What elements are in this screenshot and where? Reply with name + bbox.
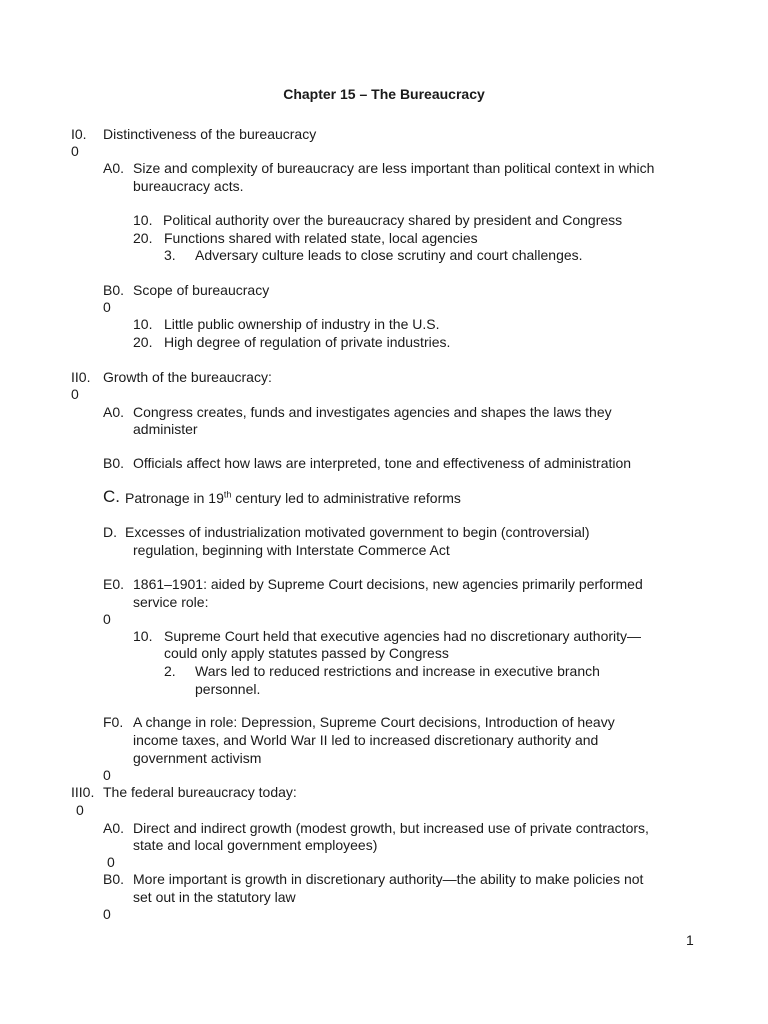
- ii-b-label: B0.: [103, 455, 125, 471]
- ii-e-item-line2: could only apply statutes passed by Congress: [164, 645, 449, 661]
- ii-f-label: F0.: [103, 714, 124, 730]
- ii-c-sup: th: [223, 489, 232, 500]
- section-iii-heading: The federal bureaucracy today:: [103, 784, 297, 800]
- iii-b-label: B0.: [103, 871, 125, 887]
- ii-a-line1: Congress creates, funds and investigates agencies and shapes the laws they: [133, 404, 612, 420]
- ii-f-line2: income taxes, and World War II led to increased discretionary authority and: [133, 732, 599, 748]
- iii-a-line1: Direct and indirect growth (modest growth, but increased use of private contractors,: [133, 820, 649, 836]
- i-b-label: B0.: [103, 282, 125, 298]
- ii-e-item-label: 10.: [133, 628, 153, 644]
- i-b-item-2-label: 20.: [133, 334, 153, 350]
- ii-f-zero: 0: [103, 767, 111, 783]
- i-b-zero: 0: [103, 299, 111, 315]
- page-title: Chapter 15 – The Bureaucracy: [283, 86, 485, 102]
- iii-b-line2: set out in the statutory law: [133, 889, 296, 905]
- ii-e-label: E0.: [103, 576, 125, 592]
- ii-d-line1: Excesses of industrialization motivated government to begin (controversial): [125, 524, 590, 540]
- ii-c-label: C.: [103, 487, 120, 506]
- iii-b-line1: More important is growth in discretionary authority—the ability to make policies not: [133, 871, 644, 887]
- i-a-item-2-label: 20.: [133, 230, 153, 246]
- ii-f-line3: government activism: [133, 750, 262, 766]
- ii-a-line2: administer: [133, 421, 198, 437]
- i-a-label: A0.: [103, 160, 125, 176]
- i-a-sub-text: Adversary culture leads to close scrutiny and court challenges.: [195, 247, 583, 263]
- section-i-label: I0.: [71, 126, 87, 142]
- section-iii-label: III0.: [71, 784, 95, 800]
- i-b-item-1-text: Little public ownership of industry in the U.S.: [164, 316, 440, 332]
- i-a-item-1-label: 10.: [133, 212, 153, 228]
- page-number: 1: [686, 932, 694, 948]
- i-a-line2: bureaucracy acts.: [133, 178, 244, 194]
- ii-c-text: [125, 490, 461, 508]
- ii-a-label: A0.: [103, 404, 125, 420]
- ii-e-line2: service role:: [133, 594, 209, 610]
- ii-e-line1: 1861–1901: aided by Supreme Court decisions, new agencies primarily performed: [133, 576, 643, 592]
- i-b-item-1-label: 10.: [133, 316, 153, 332]
- ii-e-item-line1: Supreme Court held that executive agencies had no discretionary authority—: [164, 628, 642, 644]
- ii-d-label: D.: [103, 524, 117, 540]
- ii-e-sub-label: 2.: [164, 663, 176, 679]
- i-b-heading: Scope of bureaucracy: [133, 282, 270, 298]
- iii-a-zero: 0: [107, 854, 115, 870]
- section-i-heading: Distinctiveness of the bureaucracy: [103, 126, 317, 142]
- ii-b-text: Officials affect how laws are interpreted, tone and effectiveness of administration: [133, 455, 632, 471]
- i-a-item-2-text: Functions shared with related state, local agencies: [164, 230, 478, 246]
- iii-a-label: A0.: [103, 820, 125, 836]
- ii-f-line1: A change in role: Depression, Supreme Court decisions, Introduction of heavy: [133, 714, 615, 730]
- section-i-zero: 0: [71, 143, 79, 159]
- ii-d-line2: regulation, beginning with Interstate Commerce Act: [133, 542, 450, 558]
- ii-c-pre: Patronage in 19: [125, 490, 224, 506]
- section-ii-heading: Growth of the bureaucracy:: [103, 369, 272, 385]
- ii-e-zero: 0: [103, 611, 111, 627]
- section-ii-zero: 0: [71, 386, 79, 402]
- section-ii-label: II0.: [71, 369, 91, 385]
- iii-b-zero: 0: [103, 906, 111, 922]
- ii-c-post: century led to administrative reforms: [231, 490, 461, 506]
- i-a-item-1-text: Political authority over the bureaucracy shared by president and Congress: [163, 212, 623, 228]
- i-a-line1: Size and complexity of bureaucracy are less important than political context in which: [133, 160, 655, 176]
- ii-e-sub-line1: Wars led to reduced restrictions and increase in executive branch: [195, 663, 600, 679]
- i-b-item-2-text: High degree of regulation of private industries.: [164, 334, 451, 350]
- iii-a-line2: state and local government employees): [133, 837, 378, 853]
- i-a-sub-label: 3.: [164, 247, 176, 263]
- ii-e-sub-line2: personnel.: [195, 681, 261, 697]
- section-iii-zero: 0: [76, 802, 84, 818]
